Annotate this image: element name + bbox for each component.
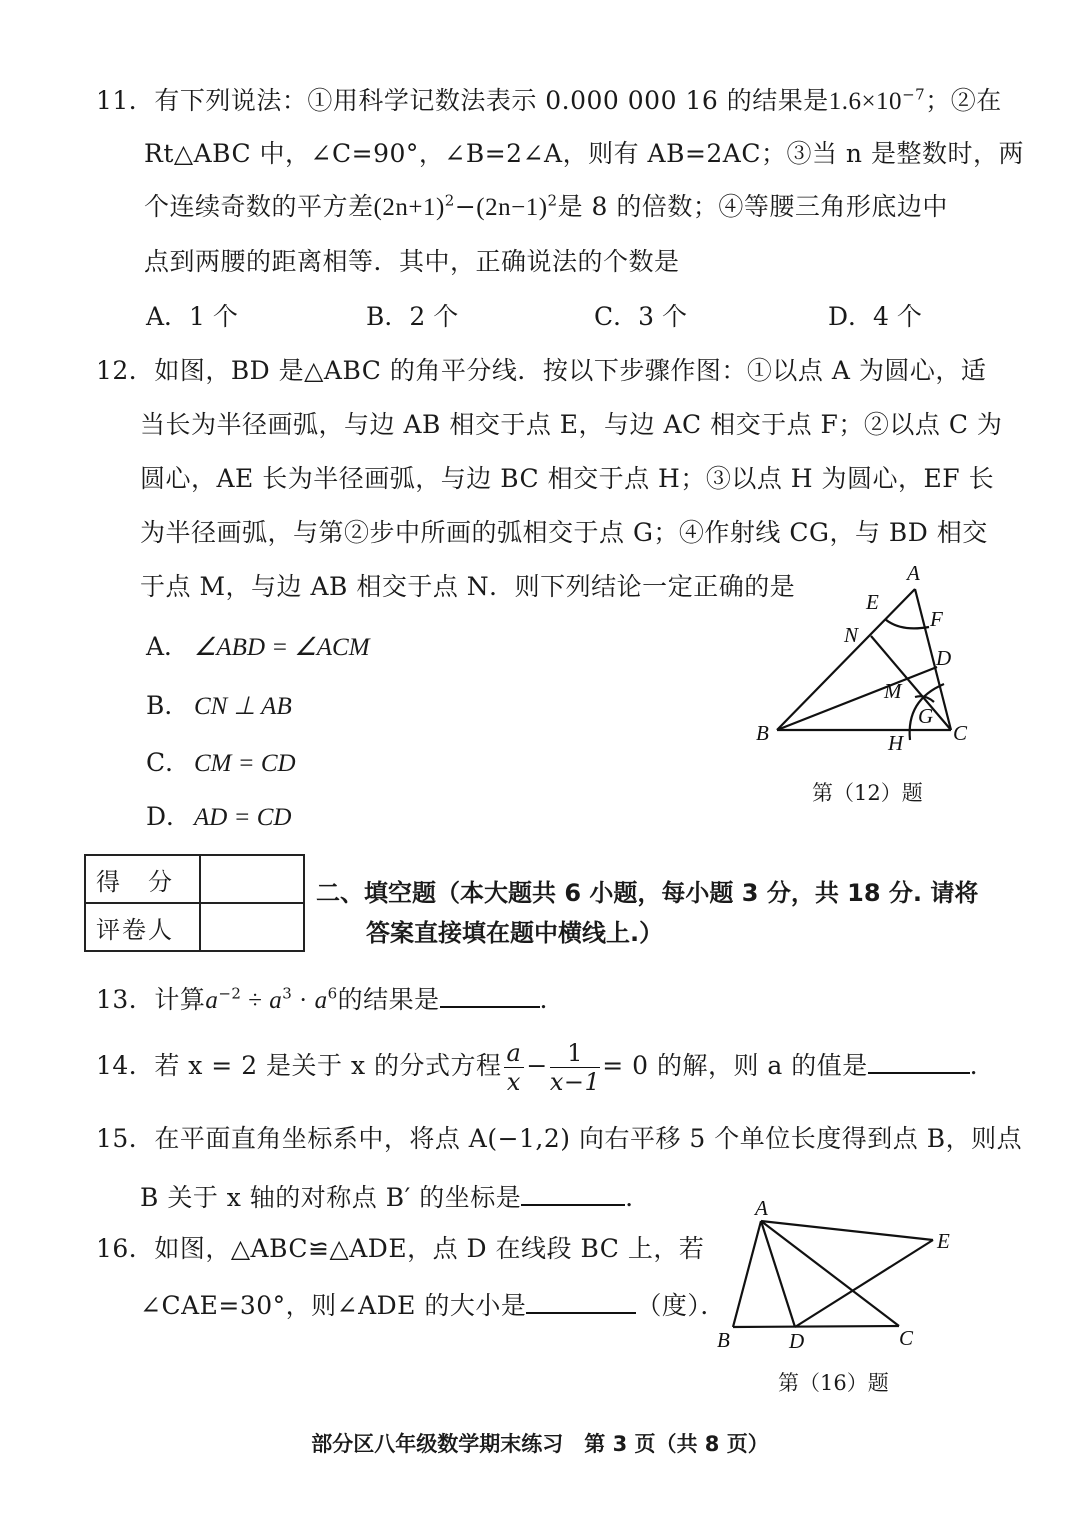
q13 <box>96 980 565 1018</box>
fig12-side-ab <box>777 589 915 730</box>
q12-option-c-label: C． <box>146 748 191 777</box>
q14-fraction-1 <box>504 1039 525 1096</box>
score-label: 得 分 <box>85 855 200 903</box>
q14-frac1-den: x <box>506 1068 521 1096</box>
fig16-label-e: E <box>937 1229 950 1253</box>
fig12-label-g: G <box>918 704 934 728</box>
fig16-label-d: D <box>789 1329 805 1353</box>
q11-text-3a: 个连续奇数的平方差 <box>144 192 374 221</box>
fig12-label-b: B <box>756 721 769 745</box>
score-box <box>84 854 305 952</box>
q13-var-a2: a <box>269 987 283 1014</box>
fig16-side-bc <box>733 1326 899 1327</box>
q12-line-2: 当长为半径画弧，与边 AB 相交于点 E，与边 AC 相交于点 F；②以点 C 为 <box>140 410 1003 439</box>
q12-option-b-label: B． <box>146 691 190 720</box>
q14-answer-blank[interactable] <box>868 1046 970 1074</box>
grader-row <box>85 903 304 951</box>
q14-pre: 若 x = 2 是关于 x 的分式方程 <box>154 1051 502 1080</box>
grader-label: 评卷人 <box>85 903 200 951</box>
q13-op-div: ÷ <box>241 987 270 1014</box>
fig16-side-ad <box>761 1221 795 1327</box>
q11-sci: 1.6×10 <box>828 88 903 115</box>
q15-text-2: B 关于 x 轴的对称点 B′ 的坐标是 <box>140 1183 522 1212</box>
fig16-label-a: A <box>755 1196 768 1220</box>
q11-option-a[interactable]: A．1 个 <box>146 302 238 331</box>
grader-input-cell[interactable] <box>200 903 304 951</box>
q12-text-1: 如图，BD 是△ABC 的角平分线．按以下步骤作图：①以点 A 为圆心，适 <box>154 356 987 385</box>
fig12-segment-bd <box>777 667 937 730</box>
fig12-label-e: E <box>866 590 879 614</box>
fig16-side-de <box>795 1240 933 1327</box>
fig12-label-n: N <box>844 623 859 647</box>
q14-post: = 0 的解，则 a 的值是 <box>602 1051 868 1080</box>
q11-sci-exp: −7 <box>902 85 926 104</box>
q15-answer-blank[interactable] <box>521 1178 625 1206</box>
fig12-label-f: F <box>930 607 943 631</box>
fig12-label-a: A <box>907 561 920 585</box>
q12-option-d-label: D． <box>146 802 192 831</box>
q13-var-a1: a <box>205 987 219 1014</box>
q11-option-b[interactable]: B．2 个 <box>366 302 459 331</box>
q11-expr-1: (2n+1) <box>373 194 445 221</box>
q16-line-1 <box>96 1232 704 1266</box>
q13-post: 的结果是 <box>337 985 440 1014</box>
q16-number: 16． <box>96 1234 155 1263</box>
fig16-side-ab <box>733 1221 761 1327</box>
q14-frac2-den: x−1 <box>549 1068 601 1096</box>
q14-frac1-num: a <box>504 1039 525 1068</box>
q11-line-2: Rt△ABC 中，∠C=90°，∠B=2∠A，则有 AB=2AC；③当 n 是整数时，两 <box>144 139 1024 168</box>
fig12-caption: 第（12）题 <box>812 781 923 805</box>
q11-minus: − <box>454 192 477 221</box>
page-footer: 部分区八年级数学期末练习 第 3 页（共 8 页） <box>311 1432 769 1456</box>
fig16-caption: 第（16）题 <box>778 1371 889 1395</box>
q11-option-c[interactable]: C．3 个 <box>594 302 687 331</box>
q16-text-2: ∠CAE=30°，则∠ADE 的大小是 <box>140 1291 527 1320</box>
section-2-line-2: 答案直接填在题中横线上.） <box>366 919 664 947</box>
q14-minus: − <box>526 1051 548 1080</box>
fig16-label-b: B <box>717 1328 730 1352</box>
q13-op-dot: · <box>292 987 315 1014</box>
q15-number: 15． <box>96 1124 155 1153</box>
fig16-side-ae <box>761 1221 933 1240</box>
q14-number: 14． <box>96 1051 155 1080</box>
section-2-line-1: 二、填空题（本大题共 6 小题，每小题 3 分，共 18 分. 请将 <box>316 879 979 907</box>
q11-exp-1: 2 <box>444 191 455 210</box>
q12-option-c-text: CM = CD <box>194 750 296 777</box>
fig12-label-d: D <box>936 646 952 670</box>
q15-end: ． <box>625 1183 651 1212</box>
q13-pre: 计算 <box>154 985 206 1014</box>
q12-number: 12． <box>96 356 155 385</box>
q12-line-3: 圆心，AE 长为半径画弧，与边 BC 相交于点 H；③以点 H 为圆心，EF 长 <box>140 464 995 493</box>
fig12-label-h: H <box>888 731 904 755</box>
q16-end: （度）． <box>636 1291 726 1320</box>
q16-line-2 <box>140 1286 726 1323</box>
q11-text-3b: 是 8 的倍数；④等腰三角形底边中 <box>557 192 948 221</box>
score-input-cell[interactable] <box>200 855 304 903</box>
q13-exp-3: 6 <box>327 984 338 1003</box>
q12-line-5: 于点 M，与边 AB 相交于点 N．则下列结论一定正确的是 <box>140 572 796 601</box>
q16-text-1: 如图，△ABC≌△ADE，点 D 在线段 BC 上，若 <box>154 1234 705 1263</box>
q13-exp-2: 3 <box>282 984 293 1003</box>
q11-exp-2: 2 <box>547 191 558 210</box>
q12-option-a-text: ∠ABD = ∠ACM <box>194 634 370 661</box>
q11-number: 11． <box>96 86 155 115</box>
fig12-label-m: M <box>884 679 902 703</box>
q13-answer-blank[interactable] <box>440 980 540 1008</box>
q11-line-4: 点到两腰的距离相等．其中，正确说法的个数是 <box>144 247 680 276</box>
q16-answer-blank[interactable] <box>526 1286 636 1314</box>
q12-option-a-label: A． <box>146 632 190 661</box>
q11-option-d[interactable]: D．4 个 <box>828 302 922 331</box>
q14-fraction-2 <box>550 1039 600 1096</box>
q11-text-1b: ；②在 <box>925 86 1002 115</box>
q14-end: ． <box>969 1051 996 1080</box>
q13-number: 13． <box>96 985 155 1014</box>
q13-var-a3: a <box>314 987 328 1014</box>
q15-text-1: 在平面直角坐标系中，将点 A(−1,2) 向右平移 5 个单位长度得到点 B，则点 <box>154 1124 1023 1153</box>
section-2-heading <box>316 873 978 953</box>
q11-expr-2: (2n−1) <box>476 194 548 221</box>
q12-option-d-text: AD = CD <box>194 804 292 831</box>
q15-line-1 <box>96 1122 1022 1156</box>
q13-end: ． <box>539 985 566 1014</box>
q11-text-1a: 有下列说法：①用科学记数法表示 0.000 000 16 的结果是 <box>154 86 829 115</box>
fig12-label-c: C <box>953 721 968 745</box>
q13-exp-1: −2 <box>218 984 242 1003</box>
q14 <box>96 1036 995 1096</box>
q15-line-2 <box>140 1178 651 1215</box>
q12-line-4: 为半径画弧，与第②步中所画的弧相交于点 G；④作射线 CG，与 BD 相交 <box>140 518 988 547</box>
fig16-label-c: C <box>899 1326 914 1350</box>
q14-frac2-num: 1 <box>550 1039 600 1068</box>
score-row <box>85 855 304 903</box>
q12-option-b-text: CN ⊥ AB <box>194 693 292 720</box>
